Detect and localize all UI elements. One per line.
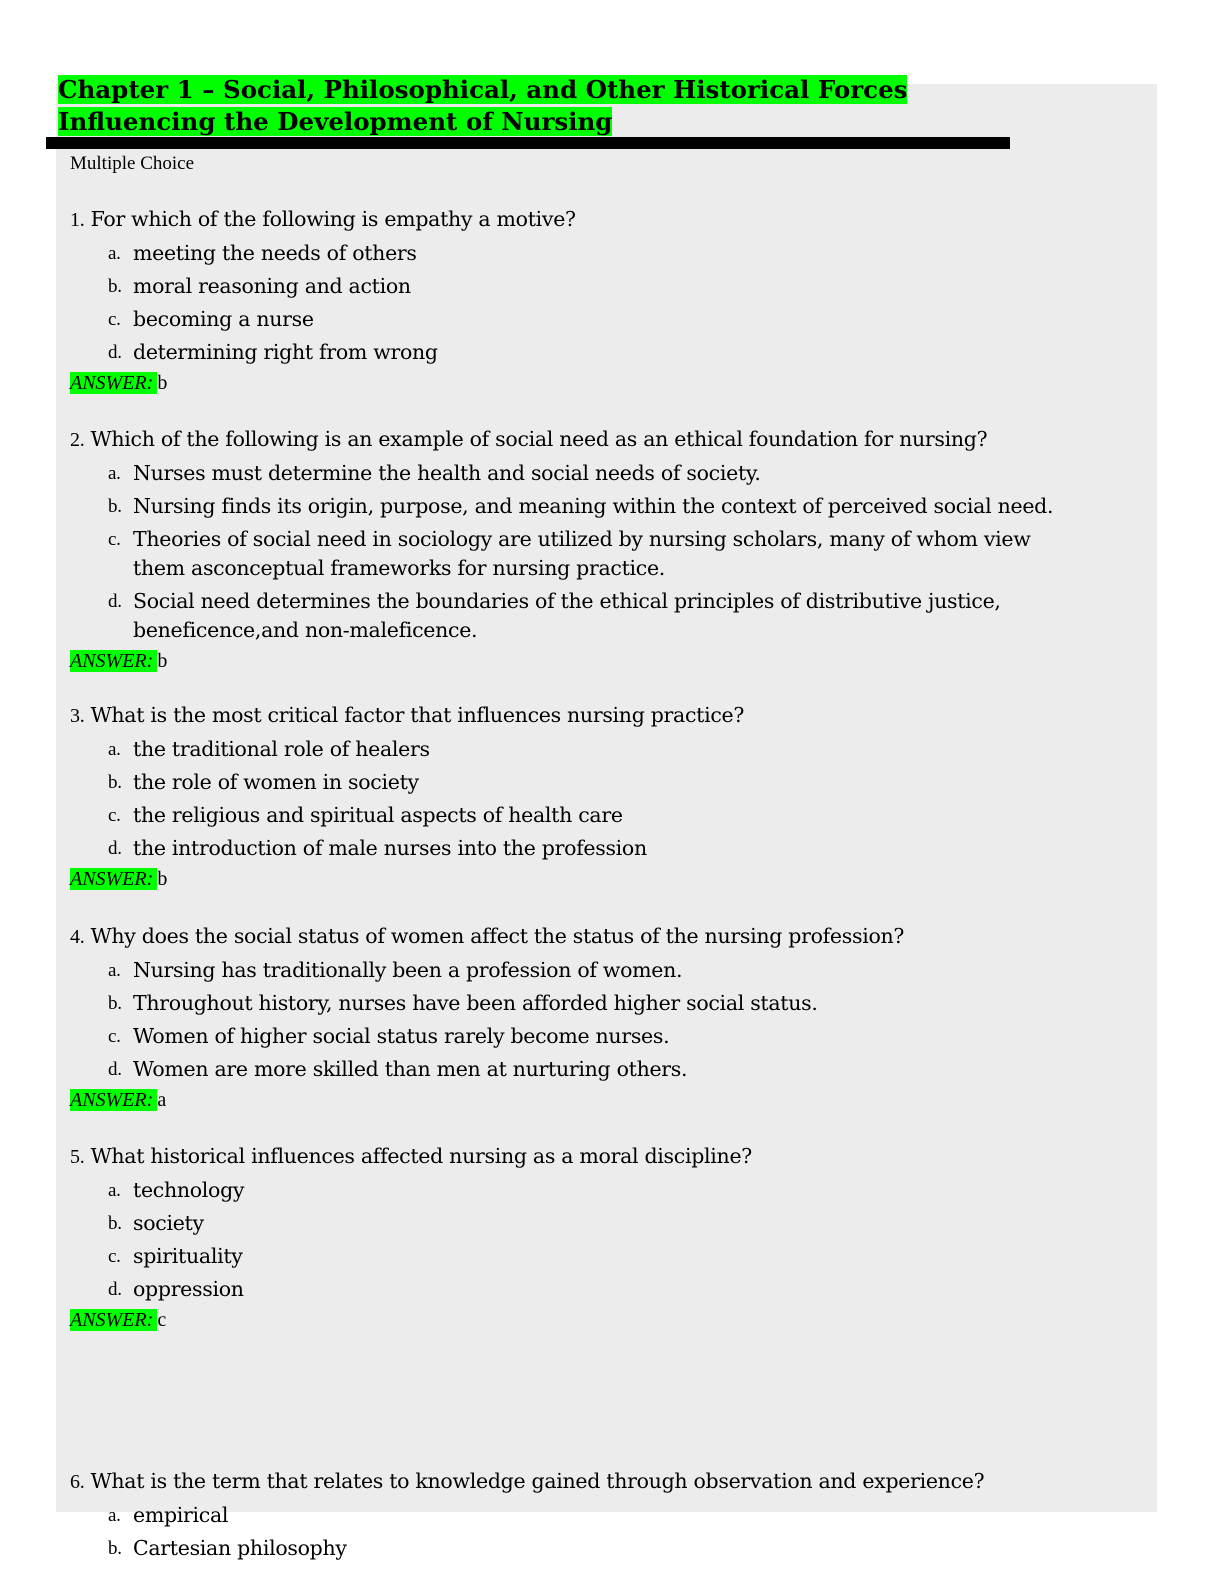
- option-text: Nursing finds its origin, purpose, and meaning within the context of perceived social need.: [133, 494, 1054, 518]
- option-letter: d.: [108, 342, 122, 363]
- options-list: [70, 1176, 1070, 1304]
- option-d: [108, 1055, 1070, 1084]
- option-text: moral reasoning and action: [133, 274, 411, 298]
- option-b: [108, 1534, 1070, 1563]
- question-number: 3.: [70, 705, 85, 727]
- option-letter: a.: [108, 463, 121, 484]
- option-c: [108, 305, 1070, 334]
- question-stem: [70, 700, 1070, 731]
- option-letter: b.: [108, 1538, 122, 1559]
- option-b: [108, 492, 1070, 521]
- question-2: [70, 424, 1070, 675]
- option-d: [108, 338, 1070, 367]
- option-text: oppression: [133, 1277, 244, 1301]
- option-text: the religious and spiritual aspects of health care: [133, 803, 623, 827]
- options-list: [70, 459, 1070, 645]
- options-list: [70, 956, 1070, 1084]
- chapter-title: [58, 74, 1038, 138]
- option-text: Nurses must determine the health and social needs of society.: [133, 461, 761, 485]
- option-b: [108, 989, 1070, 1018]
- option-letter: a.: [108, 243, 121, 264]
- option-letter: a.: [108, 1505, 121, 1526]
- answer-value: c: [157, 1309, 167, 1331]
- option-letter: b.: [108, 496, 122, 517]
- question-number: 2.: [70, 429, 85, 451]
- option-text: becoming a nurse: [133, 307, 314, 331]
- option-letter: c.: [108, 1026, 121, 1047]
- answer-value: a: [157, 1089, 167, 1111]
- answer-value: b: [157, 868, 168, 890]
- option-letter: d.: [108, 838, 122, 859]
- option-letter: b.: [108, 993, 122, 1014]
- option-letter: a.: [108, 739, 121, 760]
- option-c: [108, 525, 1070, 583]
- question-text: What historical influences affected nursing as a moral discipline?: [90, 1144, 752, 1168]
- option-letter: b.: [108, 772, 122, 793]
- option-letter: a.: [108, 1180, 121, 1201]
- answer-line: [70, 865, 1070, 893]
- option-a: [108, 459, 1070, 488]
- section-label: Multiple Choice: [70, 153, 195, 174]
- option-text: spirituality: [133, 1244, 243, 1268]
- option-b: [108, 272, 1070, 301]
- question-3: [70, 700, 1070, 893]
- question-text: What is the term that relates to knowledge gained through observation and experience?: [90, 1469, 985, 1493]
- option-text: empirical: [133, 1503, 229, 1527]
- question-1: [70, 204, 1070, 397]
- option-b: [108, 1209, 1070, 1238]
- options-list: [70, 735, 1070, 863]
- question-6: [70, 1466, 1070, 1563]
- question-5: [70, 1141, 1070, 1334]
- option-letter: c.: [108, 529, 121, 550]
- option-text: the traditional role of healers: [133, 737, 430, 761]
- title-underline-rule: [46, 137, 1010, 149]
- option-c: [108, 1022, 1070, 1051]
- option-letter: c.: [108, 805, 121, 826]
- option-text: the role of women in society: [133, 770, 419, 794]
- question-stem: [70, 204, 1070, 235]
- option-letter: c.: [108, 1246, 121, 1267]
- question-text: Why does the social status of women affect the status of the nursing profession?: [90, 924, 905, 948]
- option-text: Women are more skilled than men at nurturing others.: [133, 1057, 688, 1081]
- option-d: [108, 1275, 1070, 1304]
- question-number: 5.: [70, 1146, 85, 1168]
- option-letter: d.: [108, 1059, 122, 1080]
- answer-label: ANSWER:: [70, 372, 157, 394]
- option-letter: d.: [108, 591, 122, 612]
- option-d: [108, 834, 1070, 863]
- question-number: 6.: [70, 1471, 85, 1493]
- option-a: [108, 1176, 1070, 1205]
- option-d: [108, 587, 1070, 645]
- question-stem: [70, 921, 1070, 952]
- question-stem: [70, 1466, 1070, 1497]
- option-a: [108, 1501, 1070, 1530]
- option-a: [108, 735, 1070, 764]
- option-a: [108, 956, 1070, 985]
- option-text: Nursing has traditionally been a profession of women.: [133, 958, 683, 982]
- question-text: Which of the following is an example of social need as an ethical foundation for nursing?: [90, 427, 988, 451]
- option-text: society: [133, 1211, 204, 1235]
- option-a: [108, 239, 1070, 268]
- answer-value: b: [157, 650, 168, 672]
- question-text: What is the most critical factor that influences nursing practice?: [90, 703, 745, 727]
- options-list: [70, 1501, 1070, 1563]
- answer-line: [70, 1086, 1070, 1114]
- option-c: [108, 1242, 1070, 1271]
- option-c: [108, 801, 1070, 830]
- question-number: 4.: [70, 926, 85, 948]
- chapter-title-text: Chapter 1 – Social, Philosophical, and Other Historical Forces Influencing the Development of Nursing: [58, 75, 908, 136]
- question-4: [70, 921, 1070, 1114]
- option-text: Cartesian philosophy: [133, 1536, 347, 1560]
- option-text: meeting the needs of others: [133, 241, 417, 265]
- answer-label: ANSWER:: [70, 1089, 157, 1111]
- option-text: determining right from wrong: [133, 340, 438, 364]
- option-text: the introduction of male nurses into the profession: [133, 836, 647, 860]
- answer-line: [70, 1306, 1070, 1334]
- question-stem: [70, 424, 1070, 455]
- option-letter: b.: [108, 276, 122, 297]
- option-text: technology: [133, 1178, 245, 1202]
- question-text: For which of the following is empathy a motive?: [90, 207, 576, 231]
- option-text: Social need determines the boundaries of the ethical principles of distributive justice, beneficence,and non-maleficence.: [133, 589, 1001, 642]
- option-letter: b.: [108, 1213, 122, 1234]
- option-letter: a.: [108, 960, 121, 981]
- answer-line: [70, 647, 1070, 675]
- answer-label: ANSWER:: [70, 1309, 157, 1331]
- option-text: Theories of social need in sociology are utilized by nursing scholars, many of whom view them asconceptual frameworks for nursing practice.: [133, 527, 1031, 580]
- option-letter: c.: [108, 309, 121, 330]
- option-text: Throughout history, nurses have been afforded higher social status.: [133, 991, 818, 1015]
- question-stem: [70, 1141, 1070, 1172]
- answer-label: ANSWER:: [70, 650, 157, 672]
- question-number: 1.: [70, 209, 85, 231]
- option-text: Women of higher social status rarely become nurses.: [133, 1024, 670, 1048]
- option-b: [108, 768, 1070, 797]
- options-list: [70, 239, 1070, 367]
- option-letter: d.: [108, 1279, 122, 1300]
- answer-line: [70, 369, 1070, 397]
- answer-value: b: [157, 372, 168, 394]
- answer-label: ANSWER:: [70, 868, 157, 890]
